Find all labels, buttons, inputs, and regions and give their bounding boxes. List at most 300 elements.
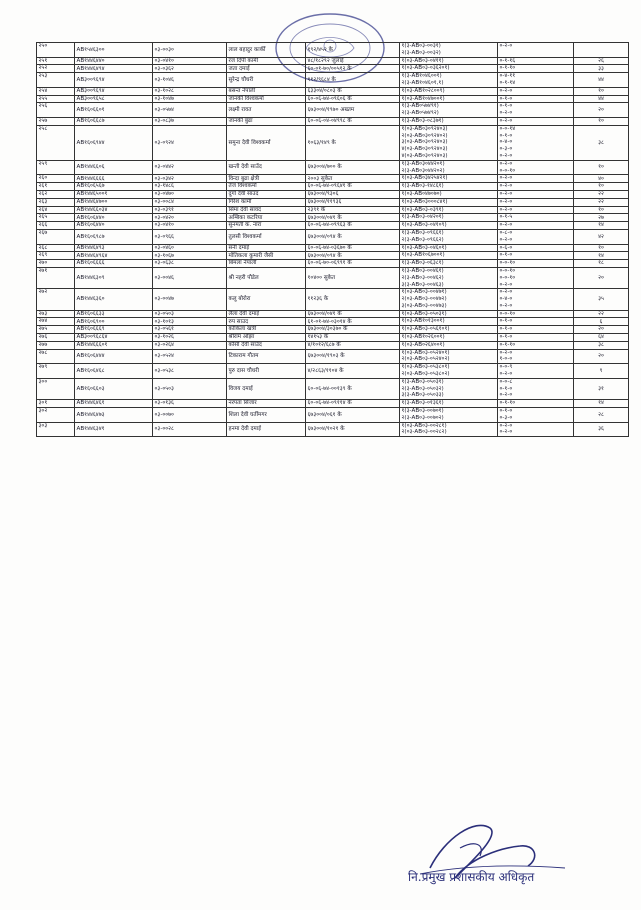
plot-area: ०-१-० (499, 334, 513, 341)
serial-number-cell: २६८ (37, 244, 75, 252)
plot-codes-cell (400, 349, 498, 364)
total-cell: ३८ (574, 341, 629, 349)
document-number-cell: ६०-०६-७०-०६९९१ के (306, 260, 400, 268)
id-number-cell: AB१६०६४४४ (75, 349, 153, 364)
plot-code: २(३-AB०३-००४६२) (401, 274, 444, 281)
registration-number-cell: ०३-०४६० (153, 244, 227, 252)
plot-area: ०-०-१४ (499, 125, 516, 132)
plot-area: ०-२-० (499, 422, 513, 429)
registration-number-cell: ०३-०५०३ (153, 378, 227, 399)
plot-codes-cell (400, 183, 498, 191)
plot-area: ०-१-० (499, 95, 513, 102)
plot-area: ०-४-० (499, 296, 513, 303)
plot-areas-cell (498, 267, 574, 288)
plot-area: ०-२-० (499, 110, 513, 117)
plot-areas-cell (498, 229, 574, 244)
registration-number-cell: ०३-०५२४ (153, 349, 227, 364)
serial-number-cell: ३०२ (37, 408, 75, 423)
plot-code: ३(३-AB०३-००४६३) (401, 281, 444, 288)
plot-area: ०-२-० (499, 190, 513, 197)
total-cell: ३५ (574, 289, 629, 310)
serial-number-cell: २५४ (37, 87, 75, 95)
id-number-cell: AB१६०६९०० (75, 318, 153, 326)
id-number-cell: AB१४४६४४० (75, 57, 153, 65)
plot-code: १(०३-AB०३-००४७१) (401, 289, 447, 296)
total-cell: २७ (574, 214, 629, 222)
plot-code: १(०३-AB०३-०५२४०१) (401, 349, 450, 356)
registration-number-cell: ०३-१०१३ (153, 318, 227, 326)
beneficiary-name-cell: लक्ष्मी रावत (227, 103, 306, 118)
serial-number-cell: २७३ (37, 310, 75, 318)
table-row (37, 422, 629, 437)
total-cell: ३८ (574, 125, 629, 160)
table-row (37, 125, 629, 160)
plot-areas-cell (498, 408, 574, 423)
plot-code: २(३-AB०३०४४२०२) (401, 167, 445, 174)
plot-code: १(०३-AB०३-०५३८०१) (401, 364, 450, 371)
id-number-cell: AB१४४६३६० (75, 289, 153, 310)
serial-number-cell: २७९ (37, 364, 75, 379)
document-number-cell: ४८/१८२९२ जुलाई (306, 57, 400, 65)
beneficiary-name-cell: समुना देवी विश्वकर्मा (227, 125, 306, 160)
document-number-cell: ६७३००४/०६१ के (306, 408, 400, 423)
beneficiary-name-cell: दुर्गा देवी साउद (227, 190, 306, 198)
plot-codes-cell (400, 252, 498, 260)
table-row (37, 160, 629, 175)
plot-code: १(०३-AB१०६७००१) (401, 252, 445, 259)
total-cell: ४२ (574, 229, 629, 244)
registration-number-cell: ०३-०१३६ (153, 400, 227, 408)
plot-code: १(३-AB०३-००७०१) (401, 408, 444, 415)
plot-areas-cell (498, 334, 574, 342)
document-number-cell: ६७३००४/०९४ के (306, 229, 400, 244)
id-number-cell: AB१५४६३०० (75, 43, 153, 58)
table-row (37, 364, 629, 379)
table-row (37, 378, 629, 399)
document-number-cell: ११२३६ के (306, 289, 400, 310)
serial-number-cell: २७२ (37, 289, 75, 310)
plot-code: १(०३-AB०३-०४११) (401, 57, 444, 64)
total-cell: २२ (574, 310, 629, 318)
plot-area: ०-१-० (499, 103, 513, 110)
plot-code: १(०३-AB०४७०७०) (401, 190, 442, 197)
total-cell: २६ (574, 57, 629, 65)
plot-codes-cell (400, 43, 498, 58)
plot-codes-cell (400, 198, 498, 206)
document-number-cell: ६७३००४/३०३७० के (306, 326, 400, 334)
signatory-title: नि.प्रमुख प्रशासकीय अधिकृत (408, 870, 535, 884)
registration-number-cell: ०३-००४७ (153, 289, 227, 310)
registration-number-cell: ०३-००२८ (153, 422, 227, 437)
beneficiary-name-cell: रुप साउद (227, 318, 306, 326)
document-number-cell: ६७३००४/७०० के (306, 160, 400, 175)
serial-number-cell: २६५ (37, 214, 75, 222)
registration-number-cell: ०३-१०२८ (153, 87, 227, 95)
plot-code: १(३-AB०३-०९६६१) (401, 229, 444, 236)
beneficiary-name-cell: शिला देवी घर्तीमगर (227, 408, 306, 423)
table-row (37, 206, 629, 214)
registration-number-cell: ०३-०३९१ (153, 206, 227, 214)
plot-areas-cell (498, 364, 574, 379)
plot-code: १(३-AB०५७४९१) (401, 103, 439, 110)
beneficiary-name-cell: खन्ती देवी साउँद (227, 160, 306, 175)
plot-area: ०-२-० (499, 198, 513, 205)
table-row (37, 267, 629, 288)
id-number-cell: AB१४४६५००१ (75, 190, 153, 198)
plot-codes-cell (400, 267, 498, 288)
registration-number-cell: ०३-०५०३ (153, 310, 227, 318)
serial-number-cell: २६३ (37, 198, 75, 206)
document-number-cell: ४/२८६३/११०४ के (306, 364, 400, 379)
beneficiary-name-cell: लैला देवी दमाई (227, 310, 306, 318)
plot-areas-cell (498, 183, 574, 191)
plot-area: ०-२-० (499, 349, 513, 356)
plot-area: ०-२-० (499, 152, 513, 159)
plot-code: १(०३-AB०३०००८४१) (401, 198, 448, 205)
plot-code: १(०३-AB०३-०४१०९) (401, 222, 447, 229)
plot-codes-cell (400, 57, 498, 65)
beneficiary-name-cell: गिरेश कामी (227, 198, 306, 206)
plot-areas-cell (498, 252, 574, 260)
plot-area: ०-२-० (499, 289, 513, 296)
id-number-cell: AB१४४६३४१ (75, 422, 153, 437)
total-cell: ३३ (574, 65, 629, 73)
beneficiary-name-cell: रज दिपी कामी (227, 57, 306, 65)
total-cell: ४४ (574, 73, 629, 88)
plot-codes-cell (400, 214, 498, 222)
plot-area: ०-६-० (499, 244, 513, 251)
plot-codes-cell (400, 229, 498, 244)
document-number-cell: १४१५३ के (306, 334, 400, 342)
plot-area: ०-४-० (499, 139, 513, 146)
plot-areas-cell (498, 326, 574, 334)
registration-number-cell: ०३-०८३७ (153, 117, 227, 125)
id-number-cell: AB१४४६४७०० (75, 198, 153, 206)
plot-codes-cell (400, 310, 498, 318)
plot-code: २(०३-AB०३-०५३८०२) (401, 371, 450, 378)
serial-number-cell: २६९ (37, 252, 75, 260)
beneficiary-name-cell: सनी दमाई (227, 244, 306, 252)
plot-area: ०-२-० (499, 429, 513, 436)
serial-number-cell: २५९ (37, 160, 75, 175)
plot-codes-cell (400, 400, 498, 408)
plot-code: १(३-AB०३-०४२०१) (401, 214, 444, 221)
beneficiary-name-cell: टिकाराम गौतम (227, 349, 306, 364)
total-cell: १८ (574, 260, 629, 268)
plot-areas-cell (498, 206, 574, 214)
plot-area: ०-१-१० (499, 400, 516, 407)
table-row (37, 175, 629, 183)
plot-codes-cell (400, 422, 498, 437)
total-cell: २८ (574, 408, 629, 423)
id-number-cell: AB१४४६६०३४ (75, 206, 153, 214)
table-row (37, 57, 629, 65)
beneficiary-name-cell: बसन्त नेपाली (227, 87, 306, 95)
beneficiary-name-cell: सुनमती क. नारा (227, 222, 306, 230)
plot-area: ०-२-० (499, 371, 513, 378)
total-cell: २० (574, 326, 629, 334)
beneficiary-name-cell: पुरु दास चौधरी (227, 364, 306, 379)
document-number-cell: ६०-०६-७४-००१३९ के (306, 378, 400, 399)
table-row (37, 87, 629, 95)
registration-number-cell: ०३-१४८६ (153, 183, 227, 191)
total-cell: १४ (574, 400, 629, 408)
registration-number-cell: ०३-००३० (153, 43, 227, 58)
plot-areas-cell (498, 400, 574, 408)
registration-number-cell: ०३-१०६७ (153, 252, 227, 260)
total-cell: २० (574, 349, 629, 364)
plot-areas-cell (498, 57, 574, 65)
plot-areas-cell (498, 125, 574, 160)
plot-area: ०-२-० (499, 117, 513, 124)
registration-number-cell: ०३-०९६६ (153, 229, 227, 244)
document-number-cell: ६७३००४/०४१ के (306, 214, 400, 222)
plot-code: १(३-AB०३-०६३८१) (401, 260, 444, 267)
plot-areas-cell (498, 175, 574, 183)
plot-area: ०-१-१६ (499, 57, 516, 64)
beneficiary-name-cell: बिमला नेपाली (227, 260, 306, 268)
serial-number-cell: २५० (37, 43, 75, 58)
plot-area: ०-२-० (499, 206, 513, 213)
document-number-cell: ६७३००४/९३०६ (306, 190, 400, 198)
serial-number-cell: २६६ (37, 222, 75, 230)
plot-area: ०-१-१० (499, 65, 516, 72)
plot-area: ०-०-१० (499, 310, 516, 317)
plot-codes-cell (400, 117, 498, 125)
id-number-cell: AB१४४६४६१ (75, 400, 153, 408)
plot-code: १(०३-AB१०२८००९) (401, 87, 445, 94)
document-number-cell: ६०-०६-७४-०३६७० के (306, 244, 400, 252)
total-cell: ४४ (574, 95, 629, 103)
plot-area: ०-१-१४ (499, 79, 516, 86)
plot-code: १(०३-AB०३-००२८१) (401, 422, 447, 429)
serial-number-cell: २६२ (37, 190, 75, 198)
plot-code: २(०३-AB०३-००२८२) (401, 429, 447, 436)
plot-areas-cell (498, 349, 574, 364)
document-number-cell: १०४०० सुकेत (306, 267, 400, 288)
total-cell: २० (574, 103, 629, 118)
total-cell: ३१ (574, 378, 629, 399)
document-number-cell: ६०-०६-७४-०९९६३ के (306, 222, 400, 230)
registration-number-cell: ०३-०५७४ (153, 103, 227, 118)
document-number-cell: ६०-०६-७४-०९६४१ के (306, 183, 400, 191)
plot-codes-cell (400, 206, 498, 214)
id-number-cell: AB१६०६४४० (75, 222, 153, 230)
beneficiary-name-cell: जता दमाई (227, 65, 306, 73)
registration-number-cell: ०३-०४४२ (153, 160, 227, 175)
plot-codes-cell (400, 125, 498, 160)
table-row (37, 183, 629, 191)
beneficiary-name-cell: श्रीराम ओझा (227, 334, 306, 342)
plot-area: ०-२-० (499, 183, 513, 190)
table-row (37, 95, 629, 103)
serial-number-cell: २६१ (37, 183, 75, 191)
table-row (37, 65, 629, 73)
beneficiary-name-cell: नरपता सिजार (227, 400, 306, 408)
table-row (37, 43, 629, 58)
serial-number-cell: २५२ (37, 65, 75, 73)
plot-code: ३(३-AB०३-०५०३३) (401, 392, 444, 399)
plot-code: १(३-AB०३-०८३७१) (401, 117, 444, 124)
plot-code: १(३-AB०३-००३१) (401, 43, 441, 49)
plot-code: १(३-AB०३-०५०३१) (401, 378, 444, 385)
plot-code: ३(०३-AB०३०९२४०३) (401, 139, 448, 146)
plot-areas-cell (498, 117, 574, 125)
total-cell: १० (574, 183, 629, 191)
plot-areas-cell (498, 198, 574, 206)
document-number-cell: ६१-०१-७४-०३०१४ के (306, 318, 400, 326)
beneficiary-name-cell: अम्बिका कटरिया (227, 214, 306, 222)
table-row (37, 222, 629, 230)
table-row (37, 400, 629, 408)
registration-number-cell: ०३-१०४७ (153, 95, 227, 103)
beneficiary-register-table (36, 42, 629, 437)
total-cell: ४० (574, 175, 629, 183)
plot-code: १(०३-AB१०१३००१) (401, 318, 445, 325)
document-number-cell: ४/१०१२/६८७ के (306, 341, 400, 349)
serial-number-cell: २७४ (37, 318, 75, 326)
plot-area: ०-०-१० (499, 260, 516, 267)
id-number-cell: AB१४४६६६०१ (75, 341, 153, 349)
total-cell (574, 43, 629, 58)
document-number-cell: ६०-०६-७४-०९६०६ के (306, 95, 400, 103)
plot-code: १(३-AB०३-०१३६१) (401, 400, 444, 407)
table-row (37, 318, 629, 326)
plot-code: १(०३-AB०३४२५४२१) (401, 175, 448, 182)
plot-code: २(३-AB०३-००७०२) (401, 414, 444, 421)
plot-codes-cell (400, 378, 498, 399)
plot-area: ०-१-० (499, 408, 513, 415)
plot-areas-cell (498, 260, 574, 268)
serial-number-cell: ३०० (37, 378, 75, 399)
plot-area: ०-२-० (499, 175, 513, 182)
serial-number-cell: २७० (37, 260, 75, 268)
plot-area: ०-१-० (499, 132, 513, 139)
plot-areas-cell (498, 310, 574, 318)
serial-number-cell: २७५ (37, 326, 75, 334)
plot-area: ०-१-० (499, 326, 513, 333)
total-cell: २२ (574, 190, 629, 198)
plot-code: १(०३-AB०२६४००१) (401, 341, 445, 348)
plot-codes-cell (400, 341, 498, 349)
plot-area: ०-१-० (499, 385, 513, 392)
serial-number-cell: २५१ (37, 57, 75, 65)
plot-code: १(०३-AB१०४७००१) (401, 95, 445, 102)
beneficiary-name-cell: कौसी देवी साउँद (227, 341, 306, 349)
serial-number-cell: ३०१ (37, 400, 75, 408)
document-number-cell: ११२/९६८४ के (306, 73, 400, 88)
table-row (37, 103, 629, 118)
plot-area: ०-०-१० (499, 167, 516, 174)
registration-number-cell: ०३-०५६१ (153, 326, 227, 334)
registration-number-cell: ०३-०६३८ (153, 260, 227, 268)
plot-area: ०-२-० (499, 43, 513, 49)
plot-code: १(०३-AB०३-०५६१०१) (401, 326, 450, 333)
plot-code: १(३-AB०३-००४६१) (401, 267, 444, 274)
beneficiary-name-cell: लाल बहादुर कार्की (227, 43, 306, 58)
beneficiary-name-cell: श्री नहरी पौडेल (227, 267, 306, 288)
plot-codes-cell (400, 160, 498, 175)
plot-area: ०-०-९ (499, 364, 513, 371)
plot-area: ०-३-० (499, 414, 513, 421)
plot-area: ०-१-१० (499, 341, 516, 348)
plot-area: ०-८-० (499, 229, 513, 236)
officer-signature (400, 808, 575, 904)
plot-codes-cell (400, 103, 498, 118)
table-row (37, 260, 629, 268)
id-number-cell: AB१४४६६०६ (75, 160, 153, 175)
plot-area: ०-१-५ (499, 214, 513, 221)
serial-number-cell: ३०३ (37, 422, 75, 437)
plot-areas-cell (498, 103, 574, 118)
id-number-cell: AB१६०६६०१ (75, 103, 153, 118)
document-number-cell: २३९१ के (306, 206, 400, 214)
plot-area: ०-२-० (499, 302, 513, 309)
total-cell: १० (574, 117, 629, 125)
plot-code: २(०३-AB०३०९२४०२) (401, 132, 448, 139)
total-cell: २२ (574, 198, 629, 206)
plot-areas-cell (498, 87, 574, 95)
plot-area: १-०-० (499, 356, 513, 363)
table-row (37, 198, 629, 206)
beneficiary-name-cell: कोकिला खत्री (227, 326, 306, 334)
plot-area (500, 50, 572, 57)
id-number-cell: AB१६०६९४४ (75, 125, 153, 160)
registration-number-cell: ०३-००४६ (153, 267, 227, 288)
registration-number-cell: ०३-००७० (153, 408, 227, 423)
plot-codes-cell (400, 260, 498, 268)
table-row (37, 326, 629, 334)
registration-number-cell: ०३-०५३८ (153, 364, 227, 379)
total-cell: ६४ (574, 334, 629, 342)
plot-code: २(०३-AB०३-०५२४०२) (401, 356, 450, 363)
beneficiary-name-cell: कलु बोरोरा (227, 289, 306, 310)
plot-areas-cell (498, 65, 574, 73)
plot-areas-cell (498, 289, 574, 310)
document-number-cell: ६३३०४/०८०३ के (306, 87, 400, 95)
id-number-cell: AB१६०६४६८ (75, 364, 153, 379)
total-cell: २० (574, 267, 629, 288)
document-number-cell: ६७३००४/११९३६ (306, 198, 400, 206)
total-cell: १० (574, 160, 629, 175)
plot-code: १(०३-AB०३-०५०३१) (401, 310, 447, 317)
document-number-cell: ६०-०६-७४-०९११४ के (306, 400, 400, 408)
plot-code: १(०३-AB०३-०३६२०१) (401, 65, 450, 72)
plot-area: ०-२-० (499, 87, 513, 94)
registration-number-cell: ०३-००८४ (153, 198, 227, 206)
id-number-cell: AB१४४६३०९ (75, 267, 153, 288)
beneficiary-name-cell: तुलसी विश्वकर्मा (227, 229, 306, 244)
plot-code: १(०३-AB०३०९२४०३) (401, 125, 448, 132)
plot-areas-cell (498, 190, 574, 198)
plot-code: १(३-AB०३०४४२०१) (401, 160, 445, 167)
table-row (37, 341, 629, 349)
plot-areas-cell (498, 160, 574, 175)
id-number-cell: AB१४४६४९६४ (75, 252, 153, 260)
plot-codes-cell (400, 65, 498, 73)
registration-number-cell: ०३-०४७० (153, 190, 227, 198)
id-number-cell: AB३००९६९४ (75, 87, 153, 95)
plot-codes-cell (400, 408, 498, 423)
plot-code: ४(०३-AB०३०९२४०३) (401, 146, 448, 153)
registration-number-cell: ०३-१०२६ (153, 334, 227, 342)
id-number-cell: AB१४४६४९३ (75, 244, 153, 252)
document-number-cell: १९२/४५२ के (306, 43, 400, 58)
plot-codes-cell (400, 334, 498, 342)
plot-code: २(३-AB०३-०९६६२) (401, 236, 444, 243)
plot-code: २(०३-AB०३-००४७२) (401, 296, 447, 303)
registration-number-cell: ०३-०४२० (153, 214, 227, 222)
